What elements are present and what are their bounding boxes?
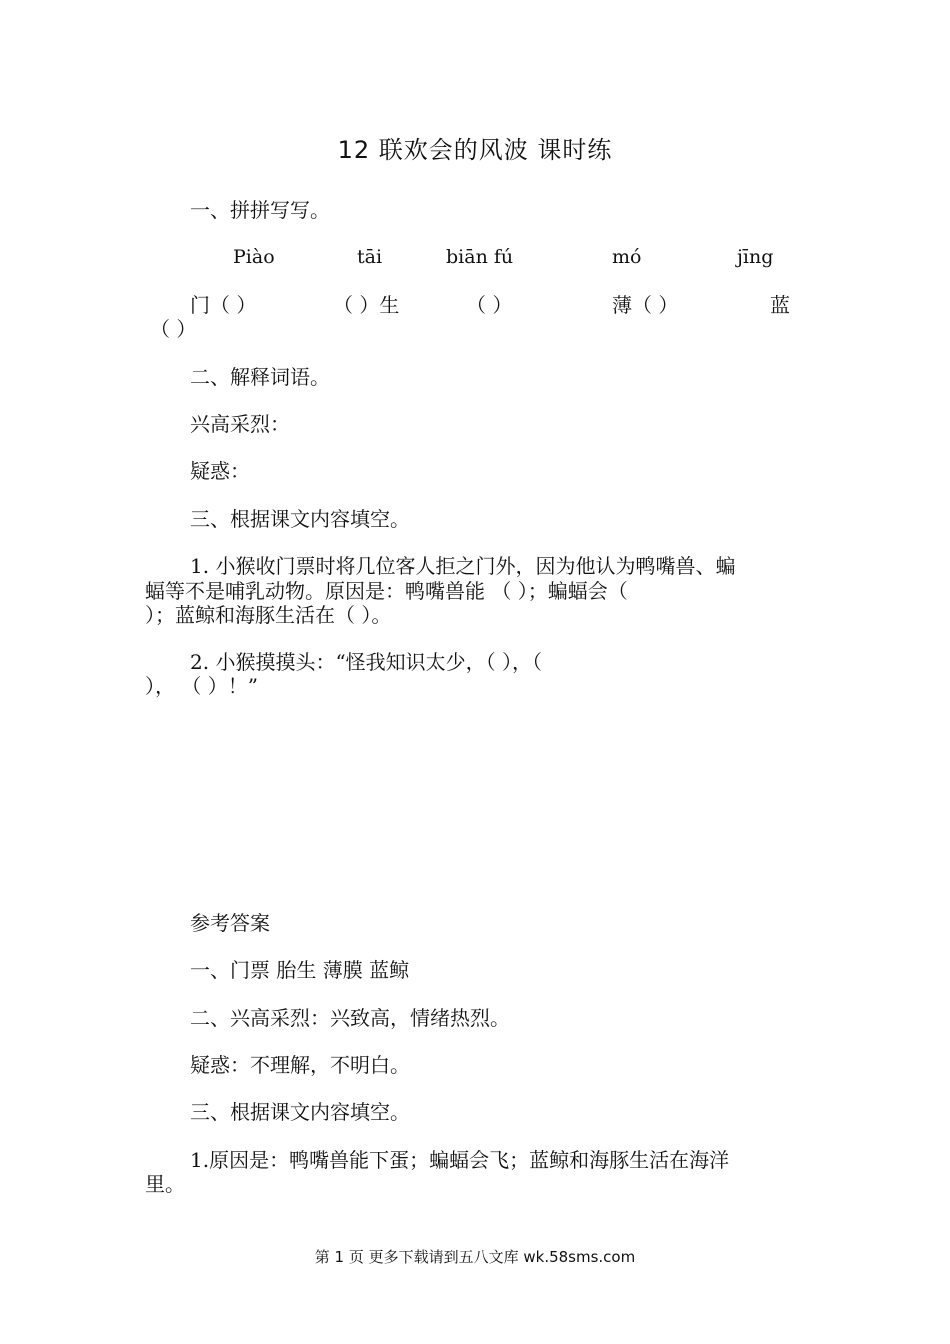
- q2-heading: 二、解释词语。: [190, 365, 330, 389]
- pinyin-4: mó: [612, 246, 642, 268]
- answer-2: 二、兴高采烈：兴致高，情绪热烈。: [190, 1006, 510, 1030]
- q3-item1-line1: 1. 小猴收门票时将几位客人拒之门外，因为他认为鸭嘴兽、蝙: [190, 554, 736, 578]
- word-blank-1: 门（ ）: [190, 293, 257, 317]
- q3-item2-line1: 2. 小猴摸摸头：“怪我知识太少，（ ），（: [190, 650, 543, 674]
- answer-5-line2: 里。: [145, 1172, 185, 1196]
- word-blank-2: （ ）生: [333, 293, 400, 317]
- word-blank-3: （ ）: [466, 293, 513, 317]
- pinyin-2: tāi: [357, 246, 383, 268]
- q3-heading: 三、根据课文内容填空。: [190, 507, 410, 531]
- page-title: 12 联欢会的风波 课时练: [337, 136, 613, 164]
- answer-1: 一、门票 胎生 薄膜 蓝鲸: [190, 958, 410, 982]
- q1-heading: 一、拼拼写写。: [190, 198, 330, 222]
- q3-item1-line2: 蝠等不是哺乳动物。原因是：鸭嘴兽能 （ ）；蝙蝠会（: [145, 579, 628, 603]
- q2-item-2: 疑惑：: [190, 459, 250, 483]
- q2-item-1: 兴高采烈：: [190, 412, 290, 436]
- answer-4: 三、根据课文内容填空。: [190, 1100, 410, 1124]
- answer-5-line1: 1.原因是：鸭嘴兽能下蛋；蝙蝠会飞；蓝鲸和海豚生活在海洋: [190, 1148, 730, 1172]
- page-footer: 第 1 页 更多下载请到五八文库 wk.58sms.com: [314, 1248, 636, 1266]
- word-blank-4: 薄（ ）: [612, 293, 679, 317]
- word-blank-5: 蓝: [770, 293, 790, 317]
- answer-3: 疑惑：不理解，不明白。: [190, 1053, 410, 1077]
- word-blank-5-paren: （ ）: [150, 317, 197, 341]
- pinyin-5: jīng: [737, 246, 774, 268]
- pinyin-1: Piào: [233, 246, 275, 268]
- answers-heading: 参考答案: [190, 911, 270, 935]
- pinyin-3: biān fú: [446, 246, 514, 268]
- q3-item1-line3: ）；蓝鲸和海豚生活在（ ）。: [145, 603, 392, 627]
- q3-item2-line2: ）， （ ）！”: [145, 674, 258, 698]
